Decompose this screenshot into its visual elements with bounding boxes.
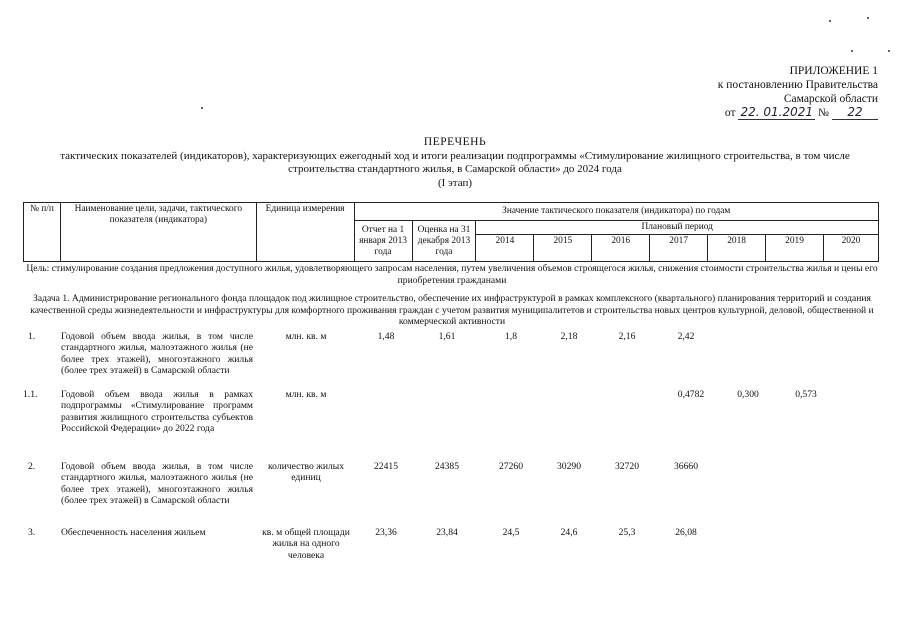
row-value-2016: 32720 [615, 461, 639, 472]
header-year: 2020 [823, 235, 878, 262]
number-prefix: № [818, 107, 829, 119]
row-value-2018: 0,300 [737, 389, 759, 400]
row-value-2017: 2,42 [677, 331, 695, 342]
row-value-report: 22415 [374, 461, 398, 472]
appendix-date-number [698, 106, 878, 120]
row-value-report: 1,48 [377, 331, 395, 342]
appendix-line-2: к постановлению Правительства [717, 79, 878, 91]
indicators-table-header [23, 202, 879, 262]
row-value-estimate: 1,61 [438, 331, 456, 342]
handwritten-number: 22 [832, 106, 878, 120]
row-number: 1. [28, 331, 36, 342]
header-unit: Единица измерения [256, 203, 354, 262]
header-plan: Плановый период [476, 221, 879, 235]
appendix-title: ПРИЛОЖЕНИЕ 1 [789, 65, 878, 77]
document-subtitle-line-1: тактических показателей (индикаторов), характеризующих ежегодный ход и итоги реализации подпрограммы «Стимулирование жилищного строительства, в том числе [60, 149, 850, 162]
goal-text: Цель: стимулирование создания предложения доступного жилья, удовлетворяющего запросам населения, путем увеличения объемов строящегося жилья, снижения стоимости строительства жилья и цены его приобретения гражданами [26, 263, 878, 286]
header-year: 2014 [476, 235, 534, 262]
document-stage: (I этап) [437, 176, 473, 189]
header-estimate: Оценка на 31 декабря 2013 года [412, 221, 476, 262]
header-year: 2017 [650, 235, 708, 262]
header-year: 2015 [534, 235, 592, 262]
document-subtitle-line-2: строительства стандартного жилья, в Самарской области» до 2024 года [288, 163, 622, 175]
row-unit: количество жилых единиц [268, 461, 344, 484]
row-name: Годовой объем ввода жилья в рамках подпрограммы «Стимулирование программ развития жилищного строительства субъектов Российской Федерации» до 2022 года [61, 389, 253, 435]
row-name: Обеспеченность населения жильем [61, 527, 206, 538]
row-value-2015: 30290 [557, 461, 581, 472]
date-prefix: от [724, 107, 736, 119]
row-number: 3. [28, 527, 36, 538]
header-values: Значение тактического показателя (индикатора) по годам [354, 203, 878, 221]
header-num: № п/п [24, 203, 61, 262]
row-value-2019: 0,573 [795, 389, 817, 400]
appendix-block [698, 64, 878, 120]
row-value-2017: 0,4782 [677, 389, 705, 400]
header-year: 2018 [708, 235, 766, 262]
row-value-2015: 24,6 [560, 527, 578, 538]
row-unit: кв. м общей площади жилья на одного человека [262, 527, 350, 561]
appendix-line-3: Самарской области [783, 93, 878, 105]
row-value-2015: 2,18 [560, 331, 578, 342]
row-name: Годовой объем ввода жилья, в том числе стандартного жилья, малоэтажного жилья (не более трех этажей), многоэтажного жилья (более трех этажей) в Самарской области [61, 461, 253, 507]
header-year: 2019 [766, 235, 824, 262]
row-value-report: 23,36 [375, 527, 397, 538]
row-value-estimate: 24385 [435, 461, 459, 472]
row-value-estimate: 23,84 [436, 527, 458, 538]
row-number: 1.1. [23, 389, 38, 400]
row-value-2014: 1,8 [505, 331, 517, 342]
row-value-2014: 27260 [499, 461, 523, 472]
document-title: ПЕРЕЧЕНЬ [423, 136, 487, 148]
row-unit: млн. кв. м [285, 331, 327, 342]
row-value-2016: 2,16 [618, 331, 636, 342]
row-value-2014: 24,5 [502, 527, 520, 538]
row-number: 2. [28, 461, 36, 472]
task-text: Задача 1. Администрирование регионального фонда площадок под жилищное строительство, обеспечение их инфраструктурой в рамках комплексного (квартального) планирования территорий и создания качественной среды жизнедеятельности и инфраструктуры для комфортного проживания граждан с учетом развития муниципалитетов и строительства новых центров культурной, деловой, общественной и коммерческой активности [30, 293, 874, 327]
row-value-2017: 36660 [674, 461, 698, 472]
header-name: Наименование цели, задачи, тактического показателя (индикатора) [60, 203, 256, 262]
row-value-2017: 26,08 [675, 527, 697, 538]
header-year: 2016 [592, 235, 650, 262]
row-unit: млн. кв. м [285, 389, 327, 400]
document-heading [40, 136, 870, 190]
row-value-2016: 25,3 [618, 527, 636, 538]
handwritten-date: 22. 01.2021 [740, 105, 814, 119]
row-name: Годовой объем ввода жилья, в том числе стандартного жилья, малоэтажного жилья (не более трех этажей), многоэтажного жилья (более трех этажей) в Самарской области [61, 331, 253, 377]
header-report: Отчет на 1 января 2013 года [354, 221, 412, 262]
